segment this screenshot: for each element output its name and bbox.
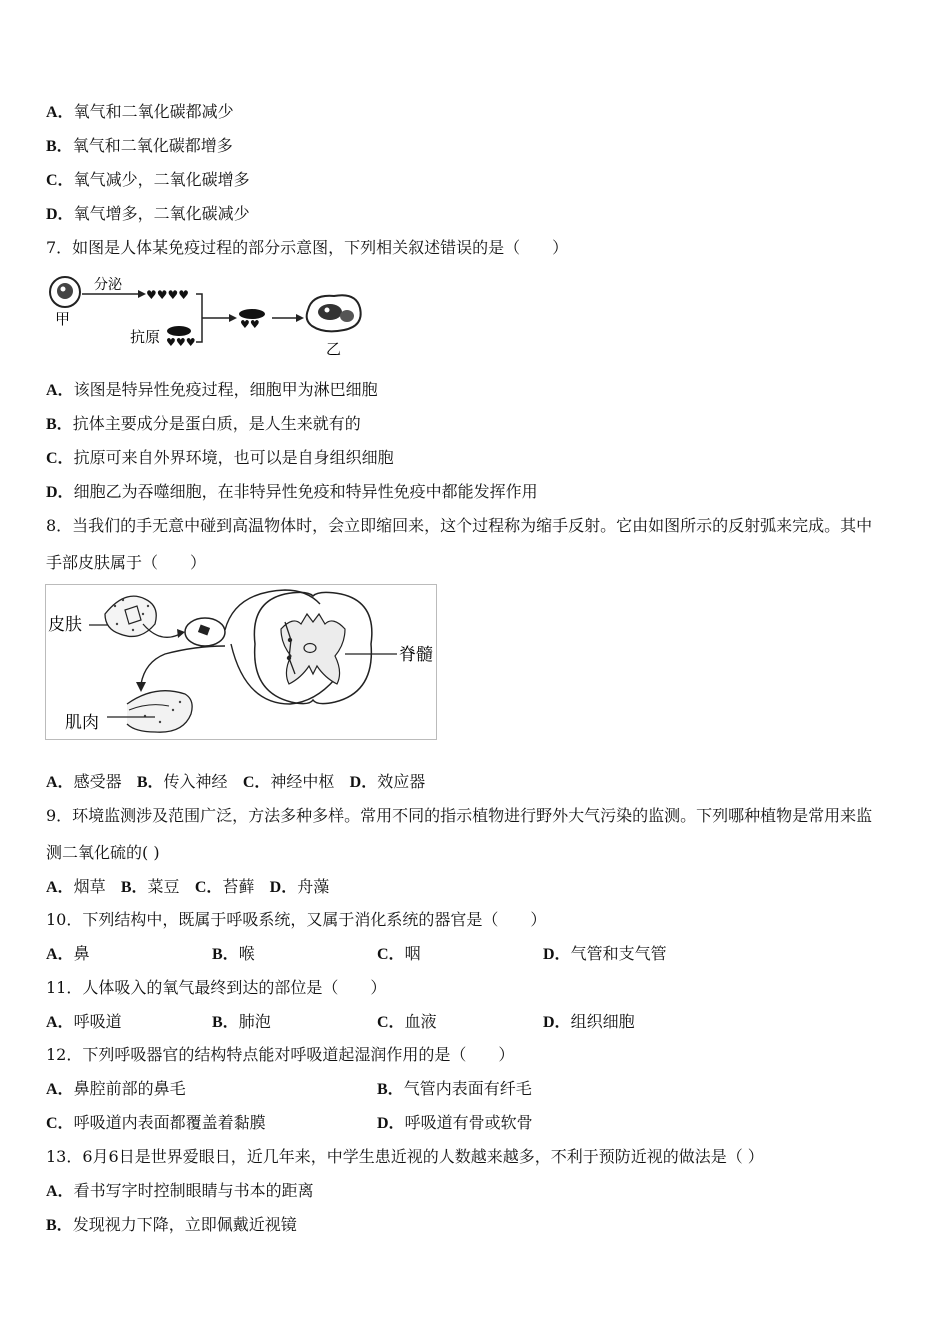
- option-text: 抗体主要成分是蛋白质，是人生来就有的: [72, 414, 361, 433]
- option-text: 该图是特异性免疫过程，细胞甲为淋巴细胞: [73, 380, 378, 399]
- option-label: D．: [543, 1014, 571, 1031]
- q7-immune-figure: [46, 270, 366, 360]
- q12-option-c: [46, 1113, 266, 1134]
- option-label: C．: [377, 1014, 405, 1031]
- option-text: 苔藓: [222, 877, 255, 896]
- cell-b-label: 乙: [326, 340, 342, 358]
- option-label: B．: [46, 416, 73, 433]
- option-text: 肺泡: [238, 1012, 271, 1031]
- option-label: D．: [46, 206, 74, 223]
- option-label: C．: [242, 774, 271, 791]
- option-label: D．: [269, 879, 298, 896]
- option-text: 舟藻: [297, 877, 330, 896]
- option-label: B．: [120, 879, 148, 896]
- option-text: 血液: [404, 1012, 437, 1031]
- option-label: C．: [46, 450, 74, 467]
- spinal-cord-icon: [254, 592, 371, 703]
- q9-stem-line2: 测二氧化硫的( ): [46, 843, 160, 862]
- q10-stem: 10．下列结构中，既属于呼吸系统，又属于消化系统的器官是（ ）: [46, 910, 547, 929]
- option-text: 氧气和二氧化碳都增多: [72, 136, 233, 155]
- option-label: C．: [46, 172, 74, 189]
- q9-stem-line1: 9．环境监测涉及范围广泛，方法多种多样。常用不同的指示植物进行野外大气污染的监测。下列哪种植物是常用来监: [46, 806, 873, 825]
- option-label: B．: [212, 1014, 239, 1031]
- cell-b-icon: [307, 295, 361, 331]
- q6-option-c: [46, 170, 250, 191]
- q11-option-b: [212, 1012, 271, 1033]
- q8-options: [46, 772, 425, 793]
- option-label: B．: [212, 946, 239, 963]
- option-text: 烟草: [73, 877, 106, 896]
- antigen-label: 抗原: [130, 328, 161, 346]
- option-label: A．: [46, 104, 74, 121]
- option-label: D．: [349, 774, 378, 791]
- option-text: 喉: [238, 944, 255, 963]
- option-text: 呼吸道: [73, 1012, 122, 1031]
- option-text: 传入神经: [163, 772, 228, 791]
- option-text: 感受器: [73, 772, 122, 791]
- option-text: 氧气减少，二氧化碳增多: [73, 170, 250, 189]
- option-text: 咽: [404, 944, 421, 963]
- option-label: A．: [46, 879, 74, 896]
- muscle-label: 肌肉: [65, 713, 99, 733]
- option-label: A．: [46, 1014, 74, 1031]
- option-label: B．: [46, 1217, 73, 1234]
- q6-option-d: [46, 204, 250, 225]
- q7-option-c: [46, 448, 394, 469]
- q7-option-a: [46, 380, 378, 401]
- spinal-cord-label: 脊髓: [399, 645, 433, 665]
- option-label: B．: [136, 774, 164, 791]
- option-label: D．: [46, 484, 74, 501]
- bracket-icon: [196, 294, 202, 342]
- q10-option-a: [46, 944, 90, 965]
- option-text: 细胞乙为吞噬细胞，在非特异性免疫和特异性免疫中都能发挥作用: [73, 482, 538, 501]
- option-text: 组织细胞: [570, 1012, 635, 1031]
- option-text: 鼻: [73, 944, 90, 963]
- option-text: 看书写字时控制眼睛与书本的距离: [73, 1181, 314, 1200]
- option-text: 氧气增多，二氧化碳减少: [73, 204, 250, 223]
- q8-reflex-arc-figure: [45, 584, 437, 740]
- antigen-icon: [166, 326, 196, 349]
- q6-option-a: [46, 102, 234, 123]
- q13-stem: 13．6月6日是世界爱眼日，近几年来，中学生患近视的人数越来越多，不利于预防近视的做法是（ ）: [46, 1147, 764, 1166]
- q13-option-a: [46, 1181, 314, 1202]
- option-text: 呼吸道内表面都覆盖着黏膜: [73, 1113, 266, 1132]
- option-text: 氧气和二氧化碳都减少: [73, 102, 234, 121]
- svg-text:♥♥♥♥: ♥♥♥♥: [146, 288, 190, 302]
- option-label: B．: [377, 1081, 404, 1098]
- ganglion-icon: [185, 618, 225, 646]
- q11-option-c: [377, 1012, 437, 1033]
- option-label: C．: [377, 946, 405, 963]
- q7-option-d: [46, 482, 538, 503]
- cell-a-label: 甲: [55, 310, 71, 328]
- antibody-hearts-icon: [146, 288, 189, 302]
- q10-option-b: [212, 944, 255, 965]
- q12-stem: 12．下列呼吸器官的结构特点能对呼吸道起湿润作用的是（ ）: [46, 1045, 515, 1064]
- option-label: A．: [46, 946, 74, 963]
- q7-stem: 7．如图是人体某免疫过程的部分示意图，下列相关叙述错误的是（ ）: [46, 238, 569, 257]
- option-label: A．: [46, 1183, 74, 1200]
- q11-stem: 11．人体吸入的氧气最终到达的部位是（ ）: [46, 978, 387, 997]
- q7-option-b: [46, 414, 361, 435]
- option-text: 气管和支气管: [570, 944, 667, 963]
- complex-icon: [239, 309, 265, 331]
- q13-option-b: [46, 1215, 297, 1236]
- option-label: A．: [46, 774, 74, 791]
- secrete-label: 分泌: [94, 277, 122, 293]
- q10-option-c: [377, 944, 421, 965]
- skin-label: 皮肤: [48, 615, 82, 635]
- q12-option-b: [377, 1079, 532, 1100]
- q12-option-d: [377, 1113, 533, 1134]
- option-text: 抗原可来自外界环境，也可以是自身组织细胞: [73, 448, 394, 467]
- option-label: C．: [46, 1115, 74, 1132]
- svg-text:♥♥♥: ♥♥♥: [166, 336, 196, 349]
- cell-a-icon: [50, 277, 80, 307]
- option-label: C．: [194, 879, 223, 896]
- reflex-arc-diagram: [45, 584, 437, 740]
- svg-text:♥♥: ♥♥: [240, 318, 260, 331]
- option-text: 效应器: [377, 772, 426, 791]
- q8-stem-line1: 8．当我们的手无意中碰到高温物体时，会立即缩回来，这个过程称为缩手反射。它由如图所示的反射弧来完成。其中: [46, 516, 873, 535]
- muscle-icon: [127, 691, 192, 733]
- immune-diagram: [46, 270, 366, 360]
- q12-option-a: [46, 1079, 186, 1100]
- q11-option-d: [543, 1012, 635, 1033]
- q11-option-a: [46, 1012, 122, 1033]
- q9-options: [46, 877, 329, 898]
- q8-stem-line2: 手部皮肤属于（ ）: [46, 553, 207, 572]
- q6-option-b: [46, 136, 233, 157]
- option-text: 神经中枢: [270, 772, 335, 791]
- option-text: 气管内表面有纤毛: [403, 1079, 532, 1098]
- option-label: A．: [46, 1081, 74, 1098]
- option-label: B．: [46, 138, 73, 155]
- option-label: D．: [543, 946, 571, 963]
- option-label: A．: [46, 382, 74, 399]
- option-label: D．: [377, 1115, 405, 1132]
- option-text: 菜豆: [147, 877, 180, 896]
- q10-option-d: [543, 944, 667, 965]
- option-text: 鼻腔前部的鼻毛: [73, 1079, 186, 1098]
- option-text: 呼吸道有骨或软骨: [404, 1113, 533, 1132]
- option-text: 发现视力下降，立即佩戴近视镜: [72, 1215, 297, 1234]
